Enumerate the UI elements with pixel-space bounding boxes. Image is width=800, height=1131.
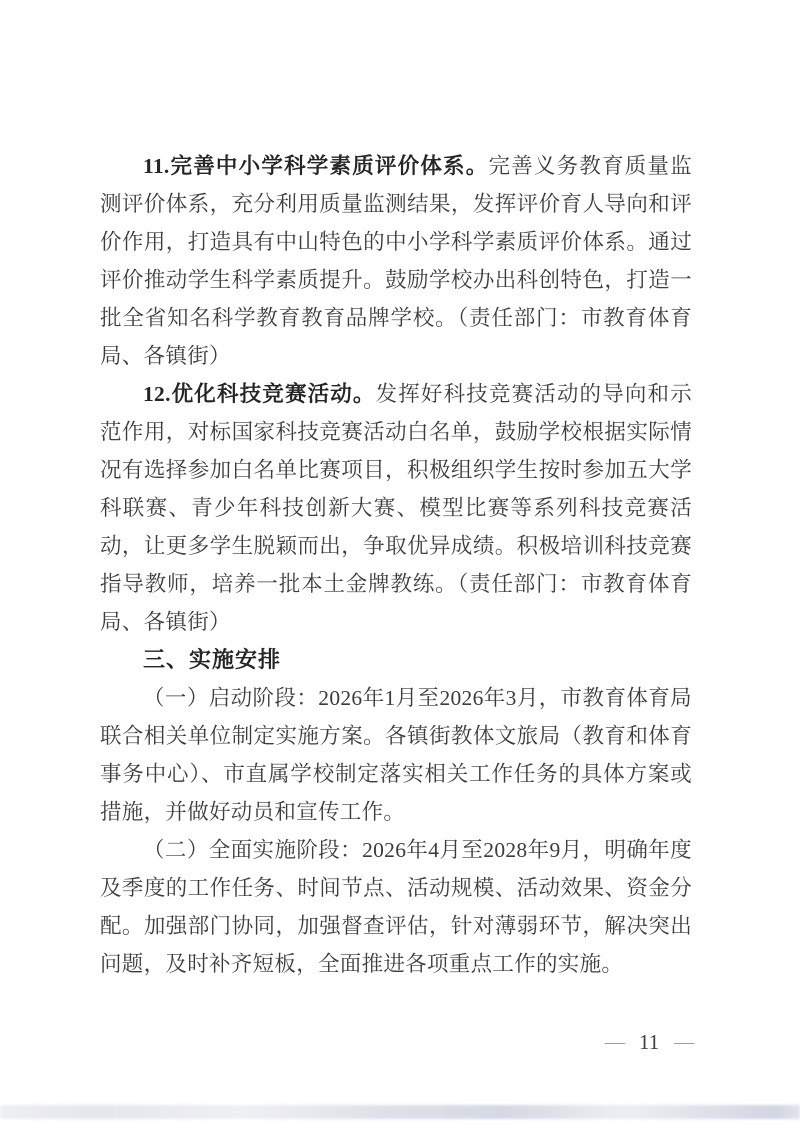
paragraph-item-11-lead: 11.完善中小学科学素质评价体系。 [143,154,489,178]
page-number-dash-left: — [605,1031,624,1053]
section-heading-implementation: 三、实施安排 [143,647,282,672]
page-number-dash-right: — [674,1031,694,1053]
page-number [605,1031,693,1053]
document-body [100,147,692,983]
paragraph-phase-1-text: （一）启动阶段：2026年1月至2026年3月，市教育体育局联合相关单位制定实施方案。各镇街教体文旅局（教育和体育事务中心）、市直属学校制定落实相关工作任务的具体方案或措施，并做好动员和宣传工作。 [100,686,692,824]
page-number-value: 11 [639,1030,660,1054]
paragraph-item-12-lead: 12.优化科技竞赛活动。 [143,382,376,406]
paragraph-item-11-text: 完善义务教育质量监测评价体系，充分利用质量监测结果，发挥评价育人导向和评价作用，打造具有中山特色的中小学科学素质评价体系。通过评价推动学生科学素质提升。鼓励学校办出科创特色，打造一批全省知名科学教育教育品牌学校。（责任部门：市教育体育局、各镇街） [100,154,693,368]
paragraph-item-11 [100,147,692,375]
paragraph-phase-2-text: （二）全面实施阶段：2026年4月至2028年9月，明确年度及季度的工作任务、时间节点、活动规模、活动效果、资金分配。加强部门协同，加强督查评估，针对薄弱环节，解决突出问题，及时补齐短板，全面推进各项重点工作的实施。 [100,838,692,976]
paragraph-item-12 [100,375,692,641]
scan-shadow-artifact [0,1105,800,1119]
paragraph-item-12-text: 发挥好科技竞赛活动的导向和示范作用，对标国家科技竞赛活动白名单，鼓励学校根据实际情况有选择参加白名单比赛项目，积极组织学生按时参加五大学科联赛、青少年科技创新大赛、模型比赛等系列科技竞赛活动，让更多学生脱颖而出，争取优异成绩。积极培训科技竞赛指导教师，培养一批本土金牌教练。（责任部门：市教育体育局、各镇街） [100,382,692,634]
paragraph-phase-1 [100,679,692,831]
paragraph-phase-2 [100,831,692,983]
